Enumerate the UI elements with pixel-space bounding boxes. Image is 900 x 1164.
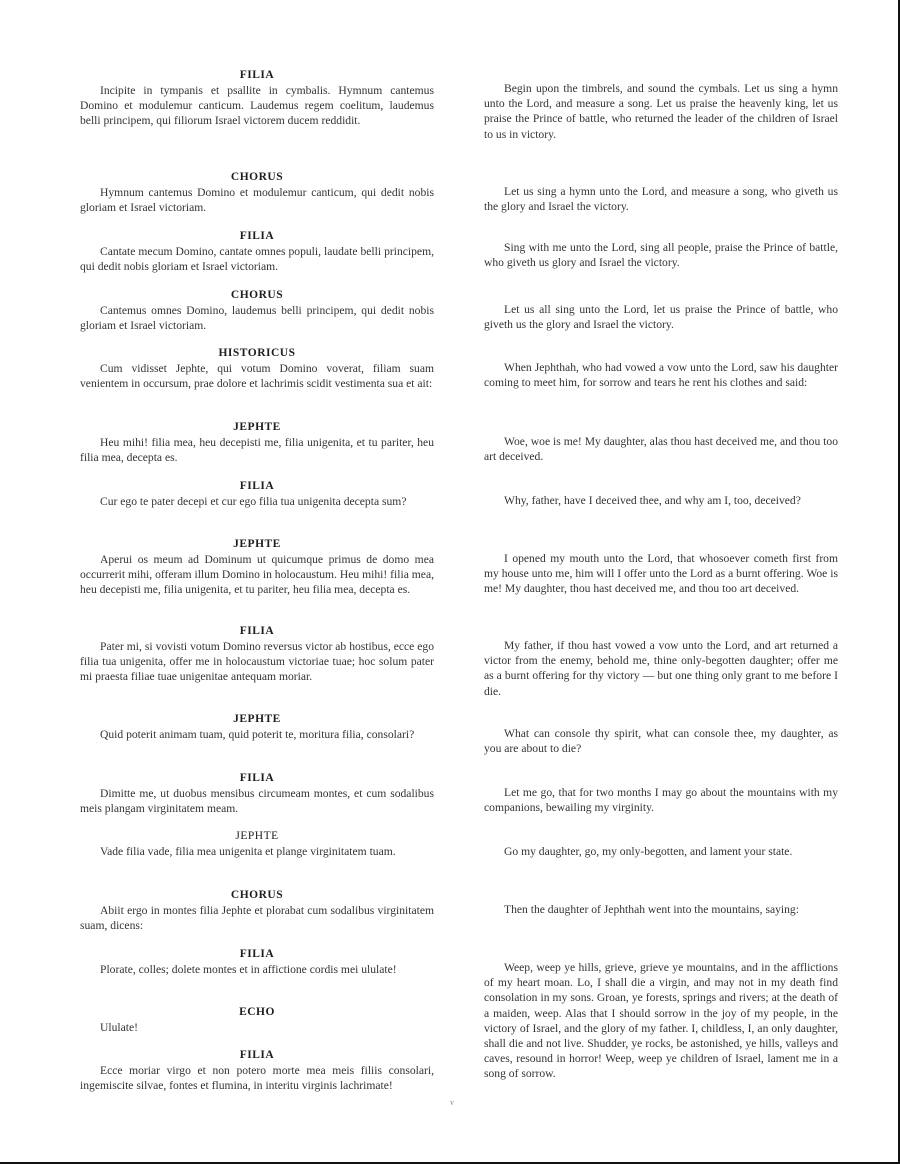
english-section: [484, 638, 838, 699]
english-section: [484, 493, 838, 508]
latin-section: [80, 712, 434, 742]
english-text: Sing with me unto the Lord, sing all people, praise the Prince of battle, who giveth us glory and Israel the victory.: [484, 241, 838, 270]
english-section: [484, 81, 838, 142]
latin-text: Ecce moriar virgo et non potero morte mea meis filiis consolari, ingemiscite silvae, fontes et flumina, in interitu virginis lachrimate!: [80, 1064, 434, 1093]
speaker-label: ECHO: [239, 1006, 275, 1018]
english-section: [484, 844, 838, 859]
english-text: Begin upon the timbrels, and sound the cymbals. Let us sing a hymn unto the Lord, and measure a song. Let us praise the heavenly king, let us praise the Prince of battle, who returned the leader of the children of Israel to us in victory.: [484, 82, 838, 141]
speaker-label: CHORUS: [230, 889, 284, 901]
latin-section: [80, 229, 434, 274]
latin-text: Cantemus omnes Domino, laudemus belli principem, qui dedit nobis gloriam et Israel victoriam.: [80, 304, 434, 333]
latin-section: [80, 1005, 434, 1035]
latin-text: Cum vidisset Jephte, qui votum Domino voverat, filiam suam venientem in occursum, prae dolore et lachrimis scidit vestimenta sua et ait:: [80, 362, 434, 391]
speaker-label: FILIA: [239, 772, 275, 784]
latin-text: Abiit ergo in montes filia Jephte et plorabat cum sodalibus virginitatem suam, dicens:: [80, 904, 434, 933]
latin-text: Plorate, colles; dolete montes et in affictione cordis mei ululate!: [100, 963, 397, 976]
latin-section: [80, 888, 434, 933]
speaker-label: FILIA: [239, 1049, 275, 1061]
latin-section: [80, 1048, 434, 1093]
latin-text: Cur ego te pater decepi et cur ego filia tua unigenita decepta sum?: [100, 495, 407, 508]
english-text: Let me go, that for two months I may go about the mountains with my companions, bewailing my virginity.: [484, 786, 838, 815]
english-text: Why, father, have I deceived thee, and why am I, too, deceived?: [504, 494, 801, 507]
speaker-label: FILIA: [239, 480, 275, 492]
latin-section: [80, 288, 434, 333]
speaker-label: FILIA: [239, 625, 275, 637]
english-section: [484, 960, 838, 1082]
english-text: When Jephthah, who had vowed a vow unto the Lord, saw his daughter coming to meet him, for sorrow and tears he rent his clothes and said:: [484, 361, 838, 390]
english-text: My father, if thou hast vowed a vow unto the Lord, and art returned a victor from the enemy, behold me, thine only-begotten daughter; offer me as a burnt offering for thy victory — but one thing only grant to me before I die.: [484, 639, 838, 698]
latin-text: Ululate!: [100, 1021, 138, 1034]
english-text: I opened my mouth unto the Lord, that whosoever cometh first from my house unto me, him will I offer unto the Lord as a burnt offering. Woe is me! My daughter, thou hast deceived me, and thou too art deceived.: [484, 552, 838, 596]
latin-section: [80, 68, 434, 129]
speaker-label: JEPHTE: [233, 538, 281, 550]
speaker-label: JEPHTE: [233, 421, 281, 433]
latin-section: [80, 537, 434, 598]
latin-section: [80, 170, 434, 215]
english-text: What can console thy spirit, what can console thee, my daughter, as you are about to die?: [484, 727, 838, 756]
latin-section: [80, 771, 434, 816]
latin-section: [80, 947, 434, 977]
english-section: [484, 902, 838, 917]
speaker-label: HISTORICUS: [218, 347, 296, 359]
latin-text: Cantate mecum Domino, cantate omnes populi, laudate belli principem, qui dedit nobis gloriam et Israel victoriam.: [80, 245, 434, 274]
english-text: Let us sing a hymn unto the Lord, and measure a song, who giveth us the glory and Israel the victory.: [484, 185, 838, 214]
english-section: [484, 184, 838, 214]
latin-section: [80, 479, 434, 509]
latin-text: Pater mi, si vovisti votum Domino reversus victor ab hostibus, ecce ego filia tua unigenita, offer me in holocaustum victoriae tuae; hoc solum pater mi praesta filiae tuae unigenitae antequam moriar.: [80, 640, 434, 684]
page-mark: v: [450, 1098, 454, 1107]
speaker-label: JEPHTE: [235, 830, 279, 842]
speaker-label: CHORUS: [230, 171, 284, 183]
latin-section: [80, 346, 434, 391]
english-section: [484, 302, 838, 332]
latin-text: Hymnum cantemus Domino et modulemur canticum, qui dedit nobis gloriam et Israel victoriam.: [80, 186, 434, 215]
latin-text: Vade filia vade, filia mea unigenita et plange virginitatem tuam.: [100, 845, 396, 858]
latin-section: [80, 420, 434, 465]
english-section: [484, 360, 838, 390]
english-text: Go my daughter, go, my only-begotten, and lament your state.: [504, 845, 793, 858]
speaker-label: CHORUS: [230, 289, 284, 301]
speaker-label: FILIA: [239, 230, 275, 242]
english-text: Weep, weep ye hills, grieve, grieve ye mountains, and in the afflictions of my heart moan. Lo, I shall die a virgin, and may not in my death find consolation in my sons. Groan, ye forests, springs and rivers; at the death of a maiden, weep. Alas that I should sorrow in the joy of my people, in the victory of Israel, and the glory of my father. I, childless, I, an only daughter, shall die and not live. Shudder, ye rocks, be astonished, ye hills, valleys and caves, resound in horror! Weep, weep ye children of Israel, lament me in a song of sorrow.: [484, 961, 838, 1081]
english-section: [484, 551, 838, 597]
english-text: Then the daughter of Jephthah went into the mountains, saying:: [504, 903, 799, 916]
latin-text: Dimitte me, ut duobus mensibus circumeam montes, et cum sodalibus meis plangam virginitatem meam.: [80, 787, 434, 816]
english-text: Let us all sing unto the Lord, let us praise the Prince of battle, who giveth us the glory and Israel the victory.: [484, 303, 838, 332]
latin-text: Aperui os meum ad Dominum ut quicumque primus de domo mea occurrerit mihi, offeram illum Domino in holocaustum. Heu mihi! filia mea, heu decepisti me, filia unigenita, et tu pariter, heu filia mea, decepta es.: [80, 553, 434, 597]
latin-text: Quid poterit animam tuam, quid poterit te, moritura filia, consolari?: [100, 728, 415, 741]
english-text: Woe, woe is me! My daughter, alas thou hast deceived me, and thou too art deceived.: [484, 435, 838, 464]
latin-text: Incipite in tympanis et psallite in cymbalis. Hymnum cantemus Domino et modulemur canticum. Laudemus regem coelitum, laudemus belli principem, qui filiorum Israel victorem ducem reddidit.: [80, 84, 434, 128]
english-section: [484, 785, 838, 815]
latin-section: [80, 624, 434, 685]
latin-text: Heu mihi! filia mea, heu decepisti me, filia unigenita, et tu pariter, heu filia mea, decepta es.: [80, 436, 434, 465]
speaker-label: JEPHTE: [233, 713, 281, 725]
speaker-label: FILIA: [239, 948, 275, 960]
speaker-label: FILIA: [239, 69, 275, 81]
english-section: [484, 434, 838, 464]
english-section: [484, 726, 838, 756]
latin-section: [80, 829, 434, 859]
english-section: [484, 240, 838, 270]
